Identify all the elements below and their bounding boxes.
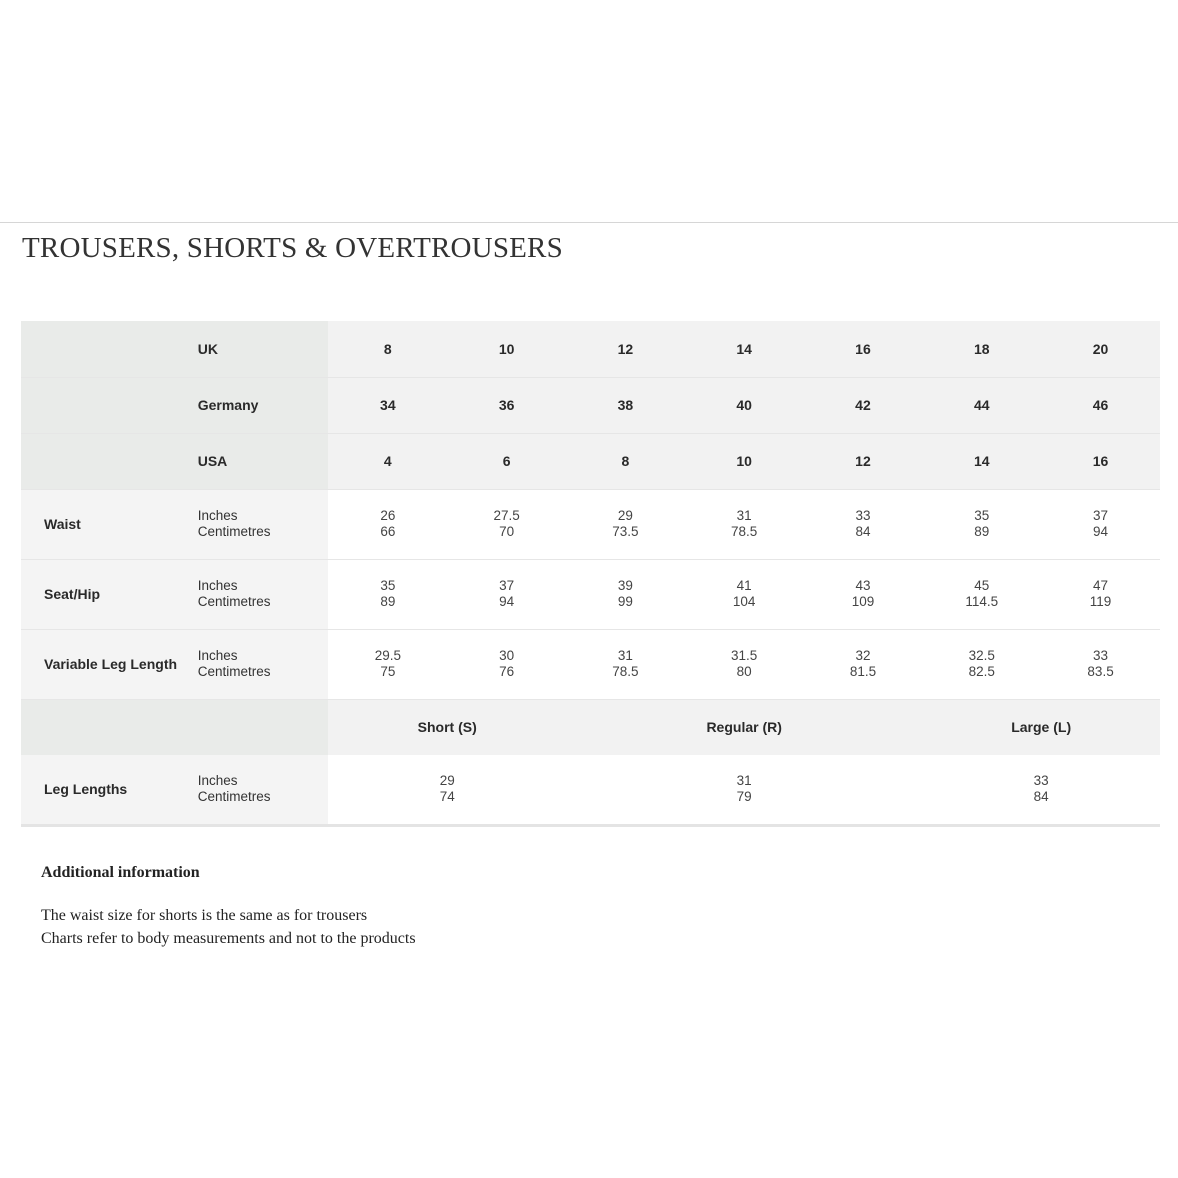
centimetres-value: 70 [499, 524, 515, 539]
inches-value: 29 [439, 773, 455, 789]
inches-value: 26 [380, 508, 396, 523]
measurement-cell [328, 489, 447, 559]
unit-centimetres-label: Centimetres [197, 524, 271, 539]
size-cell: 46 [1041, 377, 1160, 433]
centimetres-value: 83.5 [1087, 664, 1114, 679]
measurement-label: Waist [21, 489, 176, 559]
measurement-cell [1041, 489, 1160, 559]
measurement-cell [804, 489, 923, 559]
size-row-germany [21, 377, 1160, 433]
unit-centimetres-label: Centimetres [197, 594, 271, 609]
size-system-label: Germany [176, 377, 329, 433]
measurement-cell [566, 629, 685, 699]
measurement-cell [1041, 629, 1160, 699]
centimetres-value: 109 [851, 594, 875, 609]
size-cell: 36 [447, 377, 566, 433]
size-cell: 12 [566, 321, 685, 377]
inches-value: 35 [974, 508, 990, 523]
unit-centimetres-label: Centimetres [197, 664, 271, 679]
size-cell: 8 [566, 433, 685, 489]
unit-labels [176, 559, 329, 629]
size-cell: 42 [804, 377, 923, 433]
inches-value: 33 [855, 508, 871, 523]
measurement-cell [566, 559, 685, 629]
centimetres-value: 80 [736, 664, 752, 679]
unit-labels [176, 629, 329, 699]
inches-value: 37 [499, 578, 515, 593]
inches-value: 39 [617, 578, 633, 593]
size-cell: 10 [447, 321, 566, 377]
measurement-label: Variable Leg Length [21, 629, 176, 699]
unit-inches-label: Inches [197, 648, 238, 663]
unit-inches-label: Inches [197, 578, 238, 593]
page-title: TROUSERS, SHORTS & OVERTROUSERS [22, 232, 563, 264]
leg-length-header-row [21, 699, 1160, 755]
inches-value: 32 [855, 648, 871, 663]
inches-value: 31 [736, 773, 752, 789]
measurement-row [21, 559, 1160, 629]
leg-length-header: Regular (R) [566, 699, 922, 755]
measurement-cell [804, 629, 923, 699]
size-row-usa [21, 433, 1160, 489]
measurement-cell [922, 489, 1041, 559]
size-cell: 8 [328, 321, 447, 377]
empty-label-cell [21, 377, 176, 433]
centimetres-value: 81.5 [849, 664, 877, 679]
measurement-cell [922, 559, 1041, 629]
inches-value: 29 [617, 508, 633, 523]
inches-value: 47 [1093, 578, 1109, 593]
measurement-cell [447, 559, 566, 629]
measurement-row [21, 629, 1160, 699]
leg-length-cell [922, 755, 1160, 825]
centimetres-value: 114.5 [965, 594, 999, 609]
measurement-label: Seat/Hip [21, 559, 176, 629]
size-cell: 10 [685, 433, 804, 489]
centimetres-value: 78.5 [731, 524, 758, 539]
size-cell: 18 [922, 321, 1041, 377]
centimetres-value: 84 [855, 524, 871, 539]
unit-labels [176, 489, 329, 559]
centimetres-value: 75 [380, 664, 396, 679]
centimetres-value: 84 [1033, 789, 1049, 805]
centimetres-value: 94 [499, 594, 515, 609]
inches-value: 30 [499, 648, 515, 663]
size-cell: 14 [685, 321, 804, 377]
size-cell: 40 [685, 377, 804, 433]
unit-inches-label: Inches [197, 508, 238, 523]
inches-value: 27.5 [493, 508, 520, 523]
info-line: Charts refer to body measurements and not to the products [41, 930, 416, 947]
centimetres-value: 82.5 [968, 664, 995, 679]
additional-info-heading: Additional information [41, 864, 200, 881]
centimetres-value: 94 [1093, 524, 1109, 539]
inches-value: 43 [855, 578, 871, 593]
centimetres-value: 89 [974, 524, 990, 539]
size-chart-table [21, 321, 1160, 827]
inches-value: 41 [736, 578, 752, 593]
centimetres-value: 74 [439, 789, 455, 805]
empty-label-cell [176, 699, 329, 755]
inches-value: 32.5 [968, 648, 995, 663]
size-cell: 6 [447, 433, 566, 489]
size-cell: 16 [1041, 433, 1160, 489]
centimetres-value: 89 [380, 594, 396, 609]
centimetres-value: 66 [380, 524, 396, 539]
inches-value: 29.5 [374, 648, 401, 663]
inches-value: 45 [974, 578, 990, 593]
centimetres-value: 119 [1089, 594, 1112, 609]
leg-length-cell [328, 755, 566, 825]
empty-label-cell [21, 699, 176, 755]
measurement-cell [922, 629, 1041, 699]
measurement-cell [685, 559, 804, 629]
size-cell: 12 [804, 433, 923, 489]
inches-value: 35 [380, 578, 396, 593]
measurement-cell [685, 629, 804, 699]
centimetres-value: 73.5 [612, 524, 639, 539]
centimetres-value: 104 [732, 594, 756, 609]
size-system-label: USA [176, 433, 329, 489]
centimetres-value: 78.5 [612, 664, 639, 679]
size-cell: 14 [922, 433, 1041, 489]
size-cell: 16 [804, 321, 923, 377]
inches-value: 33 [1033, 773, 1049, 789]
measurement-row [21, 489, 1160, 559]
empty-label-cell [21, 321, 176, 377]
measurement-cell [804, 559, 923, 629]
size-row-uk [21, 321, 1160, 377]
measurement-cell [566, 489, 685, 559]
measurement-cell [685, 489, 804, 559]
size-system-label: UK [176, 321, 329, 377]
measurement-cell [447, 629, 566, 699]
size-cell: 44 [922, 377, 1041, 433]
empty-label-cell [21, 433, 176, 489]
unit-labels [176, 755, 329, 825]
inches-value: 31 [617, 648, 633, 663]
size-cell: 4 [328, 433, 447, 489]
inches-value: 33 [1093, 648, 1109, 663]
info-line: The waist size for shorts is the same as for trousers [41, 907, 368, 924]
leg-length-header: Short (S) [328, 699, 566, 755]
inches-value: 31.5 [731, 648, 758, 663]
inches-value: 31 [736, 508, 752, 523]
size-cell: 34 [328, 377, 447, 433]
size-cell: 38 [566, 377, 685, 433]
centimetres-value: 79 [736, 789, 752, 805]
measurement-cell [447, 489, 566, 559]
top-divider [0, 222, 1178, 223]
measurement-cell [328, 629, 447, 699]
centimetres-value: 76 [499, 664, 515, 679]
leg-length-header: Large (L) [922, 699, 1160, 755]
unit-centimetres-label: Centimetres [197, 789, 271, 805]
unit-inches-label: Inches [197, 773, 238, 789]
measurement-cell [1041, 559, 1160, 629]
size-cell: 20 [1041, 321, 1160, 377]
centimetres-value: 99 [617, 594, 633, 609]
measurement-label: Leg Lengths [21, 755, 176, 825]
leg-length-row [21, 755, 1160, 825]
measurement-cell [328, 559, 447, 629]
inches-value: 37 [1093, 508, 1109, 523]
leg-length-cell [566, 755, 922, 825]
